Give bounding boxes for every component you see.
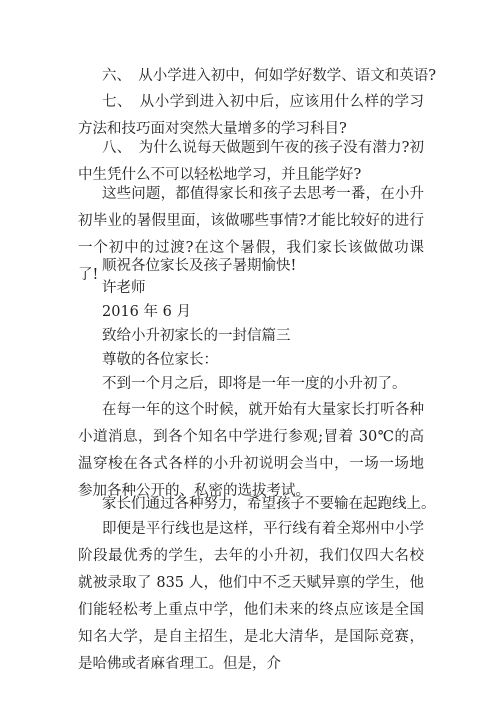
parallel-class-paragraph: 即便是平行线也是这样，平行线有着全郑州中小学阶段最优秀的学生，去年的小升初，我们仅四大名校就被录取了 835 人，他们中不乏天赋异禀的学生，他们能轻松考上重点中学，他们未来的终点应该是全国知名大学，是自主招生，是北大清华，是国际竞赛，是哈佛或者麻省理工。但是，介 (78, 521, 424, 672)
intro-paragraph: 不到一个月之后，即将是一年一度的小升初了。 (102, 376, 407, 392)
letter-date: 2016 年 6 月 (102, 304, 191, 320)
paragraph-item-6: 六、 从小学进入初中，何如学好数学、语文和英语? (102, 68, 437, 84)
section-heading: 致给小升初家长的一封信篇三 (102, 328, 291, 344)
paragraph-item-8: 八、 为什么说每天做题到午夜的孩子没有潜力?初中生凭什么不可以轻松地学习，并且能学好? (78, 140, 424, 183)
closing-wishes: 顺祝各位家长及孩子暑期愉快! (102, 258, 297, 274)
paragraph-item-7: 七、 从小学到进入初中后，应该用什么样的学习方法和技巧面对突然大量增多的学习科目? (78, 94, 424, 137)
discussion-paragraph: 这些问题，都值得家长和孩子去思考一番，在小升初毕业的暑假里面，该做哪些事情?才能比较好的进行一个初中的过渡?在这个暑假，我们家长该做做功课了! (78, 186, 424, 283)
effort-paragraph: 家长们通过各种努力，希望孩子不要输在起跑线上。 (102, 496, 436, 512)
salutation: 尊敬的各位家长： (102, 352, 218, 368)
signature-name: 许老师 (102, 280, 146, 296)
context-paragraph: 在每一年的这个时候，就开始有大量家长打听各种小道消息，到各个知名中学进行参观;冒着 30℃的高温穿梭在各式各样的小升初说明会当中，一场一场地参加各种公开的、私密的选拔考试。 (78, 402, 424, 499)
